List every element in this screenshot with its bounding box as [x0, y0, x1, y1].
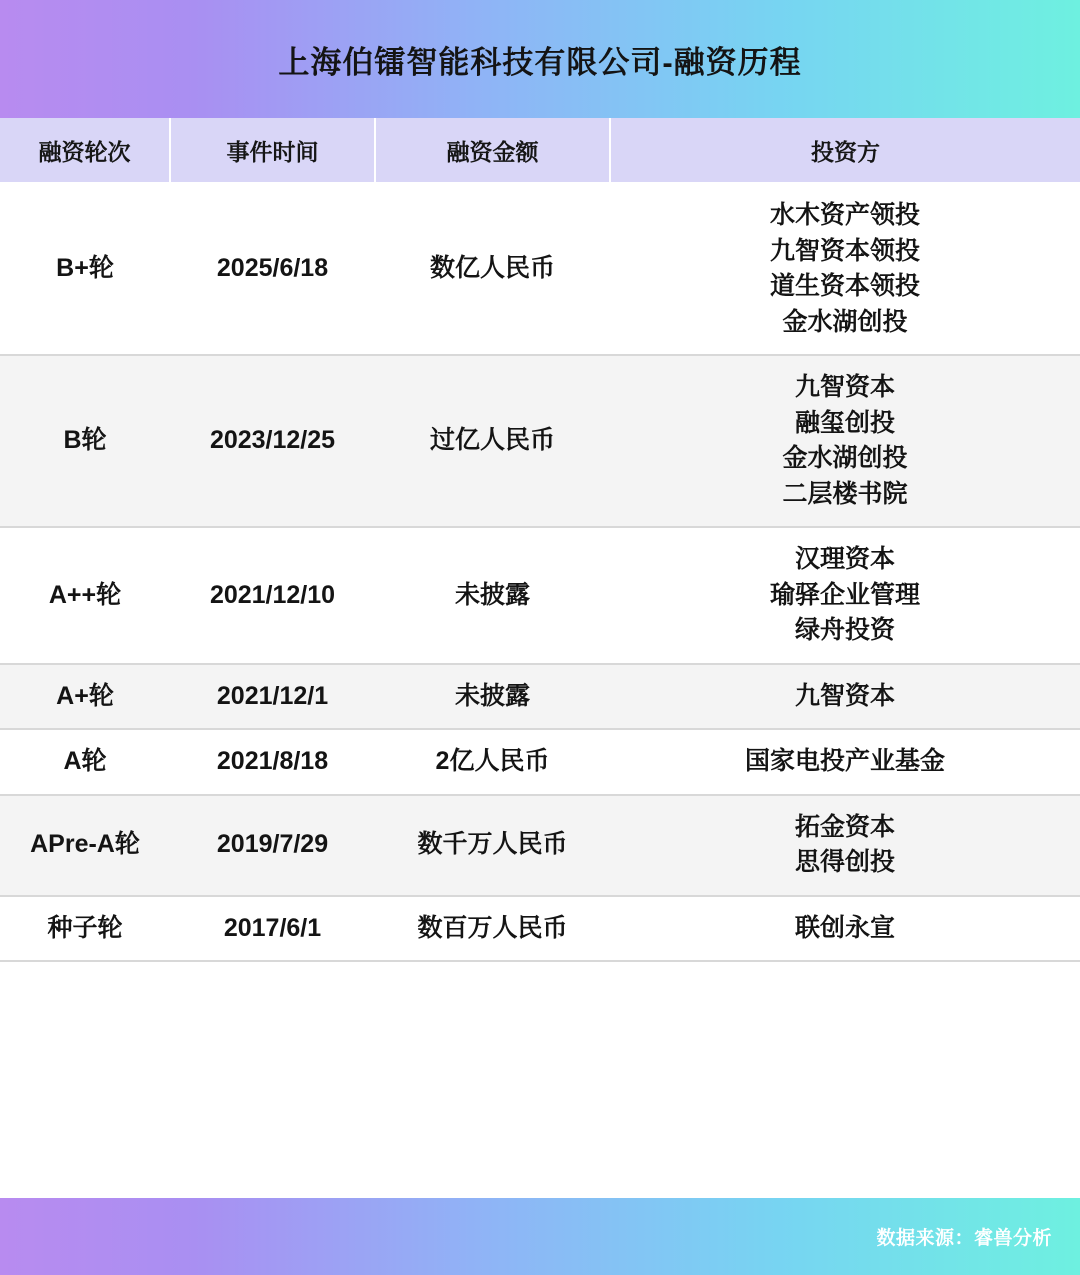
investor-item: 水木资产领投 — [769, 201, 920, 229]
investor-item: 二层楼书院 — [782, 479, 908, 508]
investor-item: 国家电投产业基金 — [744, 747, 945, 775]
cell-amount: 数千万人民币 — [375, 795, 610, 896]
cell-amount: 数百万人民币 — [375, 896, 610, 962]
footer-banner — [0, 1198, 1080, 1275]
table-row — [0, 729, 1080, 795]
cell-investors — [610, 355, 1080, 527]
column-header-investors: 投资方 — [610, 118, 1080, 183]
data-source-label: 数据来源：睿兽分析 — [876, 1228, 1052, 1249]
cell-investors — [610, 183, 1080, 355]
investor-item: 九智资本领投 — [769, 236, 920, 265]
column-header-amount: 融资金额 — [375, 118, 610, 183]
table-row — [0, 664, 1080, 730]
table-row — [0, 355, 1080, 527]
investor-item: 汉理资本 — [794, 545, 895, 573]
table-body — [0, 183, 1080, 961]
cell-amount: 未披露 — [375, 664, 610, 730]
investor-item: 拓金资本 — [794, 812, 895, 841]
cell-date: 2021/8/18 — [170, 729, 375, 795]
investor-item: 金水湖创投 — [782, 444, 908, 472]
page-title: 上海伯镭智能科技有限公司-融资历程 — [278, 44, 802, 80]
cell-date: 2019/7/29 — [170, 795, 375, 896]
header-banner — [0, 0, 1080, 118]
financing-table — [0, 118, 1080, 962]
cell-amount: 过亿人民币 — [375, 355, 610, 527]
investor-item: 绿舟投资 — [794, 616, 895, 644]
table-row — [0, 795, 1080, 896]
cell-amount: 数亿人民币 — [375, 183, 610, 355]
column-header-date: 事件时间 — [170, 118, 375, 183]
investor-item: 联创永宣 — [794, 913, 895, 942]
cell-investors — [610, 664, 1080, 730]
cell-date: 2023/12/25 — [170, 355, 375, 527]
investor-item: 九智资本 — [794, 681, 895, 710]
cell-round: B+轮 — [0, 183, 170, 355]
cell-round: APre-A轮 — [0, 795, 170, 896]
table-row — [0, 896, 1080, 962]
investor-item: 融玺创投 — [794, 408, 895, 437]
investor-item: 九智资本 — [794, 373, 895, 401]
investor-item: 金水湖创投 — [782, 307, 908, 336]
investor-item: 道生资本领投 — [769, 272, 920, 300]
cell-round: B轮 — [0, 355, 170, 527]
cell-date: 2017/6/1 — [170, 896, 375, 962]
cell-amount: 未披露 — [375, 527, 610, 664]
cell-investors — [610, 527, 1080, 664]
investor-item: 瑜驿企业管理 — [769, 580, 920, 609]
table-row — [0, 183, 1080, 355]
cell-investors — [610, 729, 1080, 795]
cell-amount: 2亿人民币 — [375, 729, 610, 795]
cell-round: A++轮 — [0, 527, 170, 664]
investor-item: 思得创投 — [794, 848, 895, 876]
cell-investors — [610, 795, 1080, 896]
cell-round: A+轮 — [0, 664, 170, 730]
cell-date: 2021/12/10 — [170, 527, 375, 664]
cell-date: 2025/6/18 — [170, 183, 375, 355]
column-header-round: 融资轮次 — [0, 118, 170, 183]
cell-round: A轮 — [0, 729, 170, 795]
cell-investors — [610, 896, 1080, 962]
cell-date: 2021/12/1 — [170, 664, 375, 730]
table-row — [0, 527, 1080, 664]
cell-round: 种子轮 — [0, 896, 170, 962]
table-header-row — [0, 118, 1080, 183]
